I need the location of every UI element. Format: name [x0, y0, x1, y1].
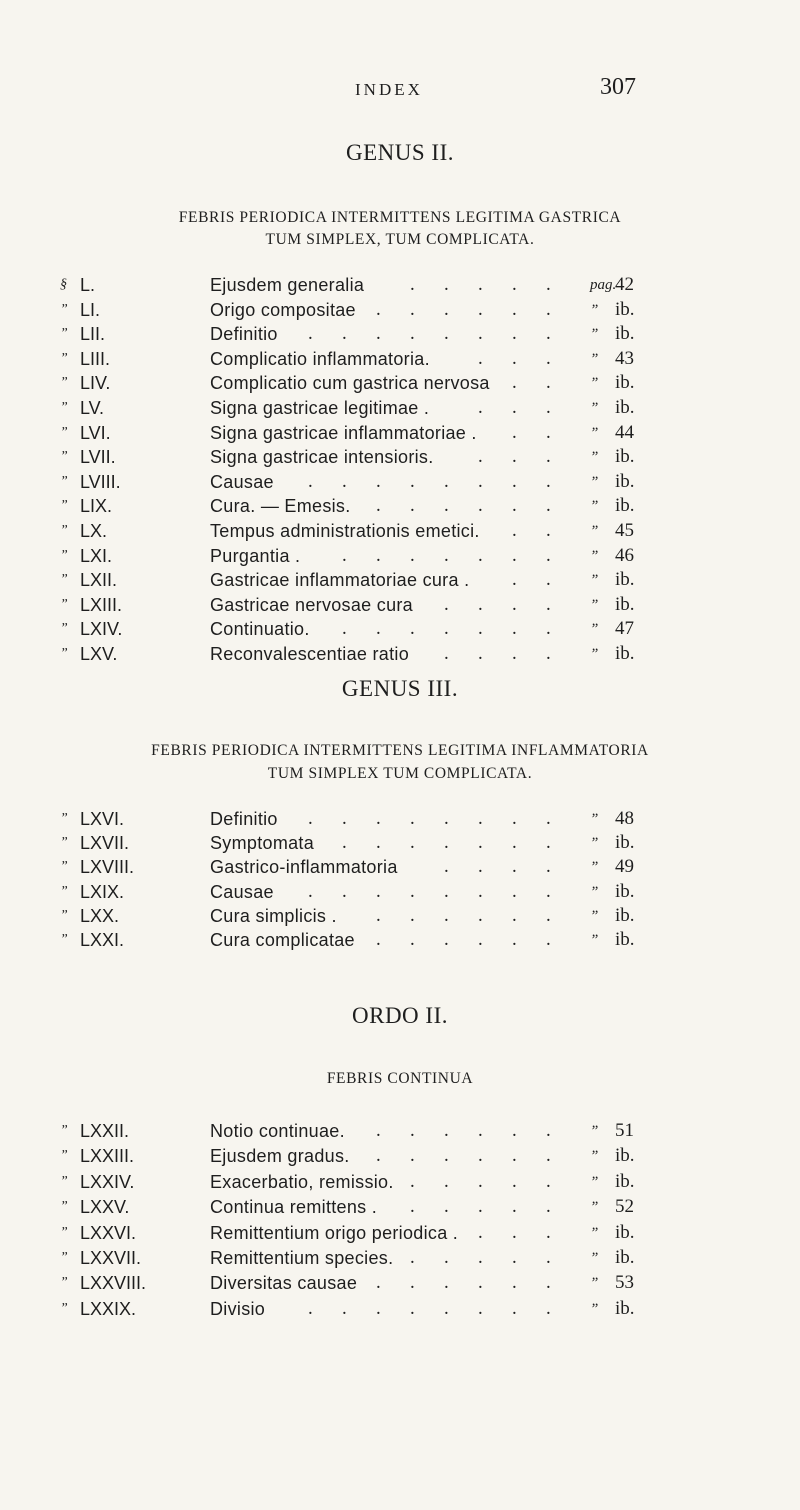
page-marker: ” — [590, 1275, 599, 1292]
section-number: LXXIII. — [80, 1146, 135, 1167]
entry-title: Ejusdem generalia — [210, 275, 365, 295]
page-ref: ib. — [615, 298, 635, 320]
page-ref: ib. — [615, 1170, 635, 1192]
toc-entry — [0, 272, 800, 298]
page-ref: ib. — [615, 569, 635, 591]
entry-title: Signa gastricae legitimae . — [210, 398, 430, 418]
section-number: LII. — [80, 324, 106, 345]
section-number: LXXIV. — [80, 1171, 135, 1192]
toc-entry — [0, 592, 800, 618]
entry-title: Tempus administrationis emetici. — [210, 521, 480, 541]
page-ref: 51 — [615, 1120, 634, 1141]
ditto-mark: ” — [60, 449, 68, 465]
ditto-mark: ” — [60, 473, 68, 489]
page-marker: ” — [590, 1199, 599, 1216]
toc-entry — [0, 420, 800, 446]
page-ref: 53 — [615, 1272, 634, 1294]
section-number: LI. — [80, 299, 101, 320]
ditto-mark: ” — [60, 859, 68, 875]
entry-title: Continua remittens . — [210, 1197, 378, 1218]
ditto-mark: ” — [60, 835, 68, 851]
page-marker: ” — [590, 523, 599, 539]
page-ref: ib. — [615, 495, 635, 517]
page-marker: ” — [590, 1148, 599, 1165]
page-ref: 47 — [615, 618, 634, 640]
page-ref: ib. — [615, 643, 635, 664]
page-ref: 52 — [615, 1196, 634, 1218]
page-marker: ” — [590, 811, 599, 827]
entry-title: Complicatio inflammatoria. — [210, 348, 430, 369]
section-number: LV. — [80, 398, 105, 418]
page-ref: ib. — [615, 929, 635, 950]
page-marker: ” — [590, 932, 599, 948]
page-marker: ” — [590, 1224, 599, 1241]
ditto-mark: ” — [60, 1250, 68, 1265]
toc-entry — [0, 879, 800, 905]
page-marker: ” — [590, 424, 599, 441]
entry-title: Origo compositae — [210, 299, 356, 320]
leader-dots: . . . . . . . . — [308, 880, 551, 902]
leader-dots: . . . . . . . . — [308, 1297, 551, 1319]
ditto-mark: ” — [60, 547, 68, 563]
page-ref: ib. — [615, 904, 635, 926]
page-marker: ” — [590, 859, 599, 876]
ditto-mark: ” — [60, 301, 68, 317]
entry-title: Definitio — [210, 809, 278, 829]
ditto-mark: ” — [60, 1148, 68, 1164]
toc-entry — [0, 395, 800, 421]
leader-dots: . . . — [478, 347, 551, 369]
section-number: LXXIX. — [80, 1298, 137, 1319]
section-number: L. — [80, 275, 96, 295]
section-number: LXIII. — [80, 594, 123, 615]
section-subtitle: TUM SIMPLEX TUM COMPLICATA. — [267, 765, 533, 782]
section-subtitle: TUM SIMPLEX, TUM COMPLICATA. — [265, 231, 535, 248]
page-marker: ” — [590, 498, 599, 515]
toc-entry — [0, 543, 800, 569]
page-ref: ib. — [615, 1145, 635, 1167]
page-ref: 44 — [615, 421, 634, 443]
ditto-mark: ” — [60, 811, 68, 826]
toc-entry — [0, 321, 800, 347]
entry-title: Signa gastricae inflammatoriae . — [210, 422, 477, 443]
toc-entry — [0, 1270, 800, 1296]
section-number: LXXV. — [80, 1197, 130, 1218]
ditto-mark: ” — [60, 1123, 68, 1138]
page-marker: ” — [590, 350, 599, 367]
page-marker: ” — [590, 301, 599, 318]
leader-dots: . . . . — [444, 856, 551, 878]
section-subtitle: FEBRIS PERIODICA INTERMITTENS LEGITIMA INFLAMMATORIA — [151, 742, 649, 759]
leader-dots: . . . . . — [410, 1196, 551, 1218]
entry-title: Gastrico-inflammatoria — [210, 857, 398, 878]
page-ref: 42 — [615, 274, 634, 295]
leader-dots: . . — [512, 569, 551, 591]
section-heading-ordo-ii: ORDO II. — [352, 1003, 448, 1028]
page-ref: 48 — [615, 808, 634, 829]
ditto-mark: ” — [60, 523, 68, 538]
page-marker: ” — [590, 1123, 599, 1139]
entry-title: Causae — [210, 471, 274, 492]
page-ref: ib. — [615, 593, 635, 615]
page-ref: ib. — [615, 1221, 635, 1243]
page-ref: 45 — [615, 520, 634, 541]
ditto-mark: ” — [60, 350, 68, 366]
leader-dots: . . . — [478, 397, 551, 418]
ditto-mark: ” — [60, 1173, 68, 1189]
section-number: LIII. — [80, 348, 111, 369]
toc-entry — [0, 1118, 800, 1144]
section-subtitle: FEBRIS PERIODICA INTERMITTENS LEGITIMA GASTRICA — [178, 209, 622, 226]
leader-dots: . . . . . . — [376, 298, 551, 320]
leader-dots: . . . — [478, 1221, 551, 1243]
entry-title: Cura. — Emesis. — [210, 496, 351, 517]
section-number: LXV. — [80, 644, 118, 664]
ditto-mark: ” — [60, 1300, 68, 1316]
entry-title: Notio continuae. — [210, 1121, 345, 1141]
entry-title: Ejusdem gradus. — [210, 1146, 350, 1167]
leader-dots: . . . . . . — [376, 904, 551, 926]
section-number: LXI. — [80, 545, 113, 566]
page-marker: ” — [590, 473, 599, 490]
toc-entry — [0, 616, 800, 642]
ditto-mark: ” — [60, 572, 68, 588]
page-marker: ” — [590, 1250, 599, 1266]
section-number: LXXVII. — [80, 1248, 142, 1268]
page-ref: ib. — [615, 397, 635, 418]
page-ref: ib. — [615, 832, 635, 854]
entry-title: Exacerbatio, remissio. — [210, 1171, 394, 1192]
page-number: 307 — [600, 74, 636, 100]
page-marker: ” — [590, 1173, 599, 1190]
page-marker: ” — [590, 400, 599, 416]
page-marker: ” — [590, 621, 599, 638]
ditto-mark: ” — [60, 646, 68, 661]
section-number: LVII. — [80, 447, 116, 468]
section-number: LXIX. — [80, 881, 125, 902]
page-marker: ” — [590, 547, 599, 564]
ditto-mark: ” — [60, 400, 68, 415]
page-marker: ” — [590, 596, 599, 613]
ditto-mark: ” — [60, 621, 68, 637]
page-ref: ib. — [615, 880, 635, 902]
entry-title: Continuatio. — [210, 619, 310, 640]
leader-dots: . . . . . — [410, 1170, 551, 1192]
entry-title: Cura simplicis . — [210, 905, 337, 926]
leader-dots: . . — [512, 372, 551, 394]
toc-entry — [0, 854, 800, 880]
page-marker: ” — [590, 883, 599, 900]
leader-dots: . . . . . . — [376, 1272, 551, 1294]
toc-entry — [0, 806, 800, 832]
leader-dots: . . . . . . . — [342, 832, 551, 854]
toc-entry — [0, 1296, 800, 1322]
section-number: LXIV. — [80, 619, 123, 640]
ditto-mark: ” — [60, 596, 68, 612]
entry-title: Definitio — [210, 324, 278, 345]
leader-dots: . . — [512, 520, 551, 541]
entry-title: Remittentium origo periodica . — [210, 1222, 459, 1243]
leader-dots: . . . . . . — [376, 1145, 551, 1167]
leader-dots: . . . . . . . . — [308, 808, 551, 829]
ditto-mark: ” — [60, 1275, 68, 1291]
page-marker: ” — [590, 646, 599, 662]
leader-dots: . . . . — [444, 643, 551, 664]
section-number: LVI. — [80, 422, 111, 443]
toc-entry — [0, 346, 800, 372]
toc-entry — [0, 927, 800, 953]
page-marker: ” — [590, 835, 599, 852]
section-heading-genus-ii: GENUS II. — [346, 140, 454, 165]
toc-entry — [0, 370, 800, 396]
leader-dots: . . . . . . — [376, 495, 551, 517]
leader-dots: . . . . . . . — [342, 618, 551, 640]
toc-entry — [0, 1220, 800, 1246]
page-ref: ib. — [615, 470, 635, 492]
ditto-mark: ” — [60, 883, 68, 899]
toc-entry — [0, 1169, 800, 1195]
toc-entry — [0, 444, 800, 470]
section-number: LIX. — [80, 496, 113, 517]
running-title: INDEX — [355, 80, 423, 99]
leader-dots: . . . . . . . — [342, 544, 551, 566]
toc-entry — [0, 1194, 800, 1220]
ditto-mark: ” — [60, 1199, 68, 1215]
toc-entry — [0, 641, 800, 667]
section-number: LXVIII. — [80, 857, 135, 878]
section-number: LVIII. — [80, 471, 121, 492]
section-number: LXX. — [80, 905, 120, 926]
entry-title: Causae — [210, 881, 274, 902]
toc-entry — [0, 567, 800, 593]
entry-title: Purgantia . — [210, 545, 301, 566]
page-ref: ib. — [615, 446, 635, 468]
toc-entry — [0, 1245, 800, 1271]
page-marker: pag. — [590, 277, 617, 293]
toc-entry — [0, 903, 800, 929]
page-marker: ” — [590, 449, 599, 466]
page-marker: ” — [590, 572, 599, 589]
section-number: LXXVIII. — [80, 1273, 147, 1294]
leader-dots: . . . . — [444, 593, 551, 615]
entry-title: Gastricae inflammatoriae cura . — [210, 570, 470, 591]
section-number: LXXII. — [80, 1121, 130, 1141]
section-number: LXVII. — [80, 833, 130, 854]
ditto-mark: ” — [60, 498, 68, 514]
leader-dots: . . . . . . . . — [308, 470, 551, 492]
leader-dots: . . — [512, 421, 551, 443]
entry-title: Reconvalescentiae ratio — [210, 644, 410, 664]
ditto-mark: ” — [60, 424, 68, 440]
page-marker: ” — [590, 375, 599, 392]
entry-title: Signa gastricae intensioris. — [210, 447, 434, 468]
leader-dots: . . . . . . — [376, 929, 551, 950]
page-ref: ib. — [615, 1247, 635, 1268]
section-number: LXXVI. — [80, 1222, 137, 1243]
section-subtitle: FEBRIS CONTINUA — [326, 1070, 474, 1087]
toc-entry — [0, 1143, 800, 1169]
section-number: LIV. — [80, 373, 111, 394]
entry-title: Diversitas causae — [210, 1273, 358, 1294]
toc-entry — [0, 297, 800, 323]
page-marker: ” — [590, 1300, 599, 1317]
ditto-mark: ” — [60, 907, 68, 923]
toc-entry — [0, 830, 800, 856]
ditto-mark: ” — [60, 375, 68, 391]
section-number: LXVI. — [80, 809, 125, 829]
ditto-mark: ” — [60, 326, 68, 342]
leader-dots: . . . . . . . . — [308, 323, 551, 345]
entry-title: Divisio — [210, 1298, 266, 1319]
toc-entry — [0, 493, 800, 519]
leader-dots: . . . . . — [410, 1247, 551, 1268]
entry-title: Cura complicatae — [210, 930, 355, 950]
page-ref: ib. — [615, 372, 635, 394]
page-ref: 46 — [615, 544, 634, 566]
section-heading-genus-iii: GENUS III. — [341, 676, 459, 701]
entry-title: Complicatio cum gastrica nervosa — [210, 373, 490, 394]
ditto-mark: ” — [60, 932, 68, 947]
leader-dots: . . . — [478, 446, 551, 468]
entry-title: Symptomata — [210, 833, 315, 854]
toc-entry — [0, 518, 800, 544]
entry-title: Gastricae nervosae cura — [210, 594, 413, 615]
page-ref: ib. — [615, 323, 635, 345]
page-marker: ” — [590, 907, 599, 924]
leader-dots: . . . . . . — [376, 1120, 551, 1141]
page-marker: ” — [590, 326, 599, 343]
section-number: LX. — [80, 521, 108, 541]
ditto-mark: ” — [60, 1224, 68, 1240]
page-ref: 49 — [615, 856, 634, 878]
leader-dots: . . . . . — [410, 274, 551, 295]
ditto-mark: § — [60, 277, 67, 292]
page-ref: ib. — [615, 1297, 635, 1319]
section-number: LXXI. — [80, 930, 125, 950]
section-number: LXII. — [80, 570, 118, 591]
entry-title: Remittentium species. — [210, 1248, 394, 1268]
running-head — [0, 74, 800, 108]
toc-entry — [0, 469, 800, 495]
page-ref: 43 — [615, 347, 634, 369]
